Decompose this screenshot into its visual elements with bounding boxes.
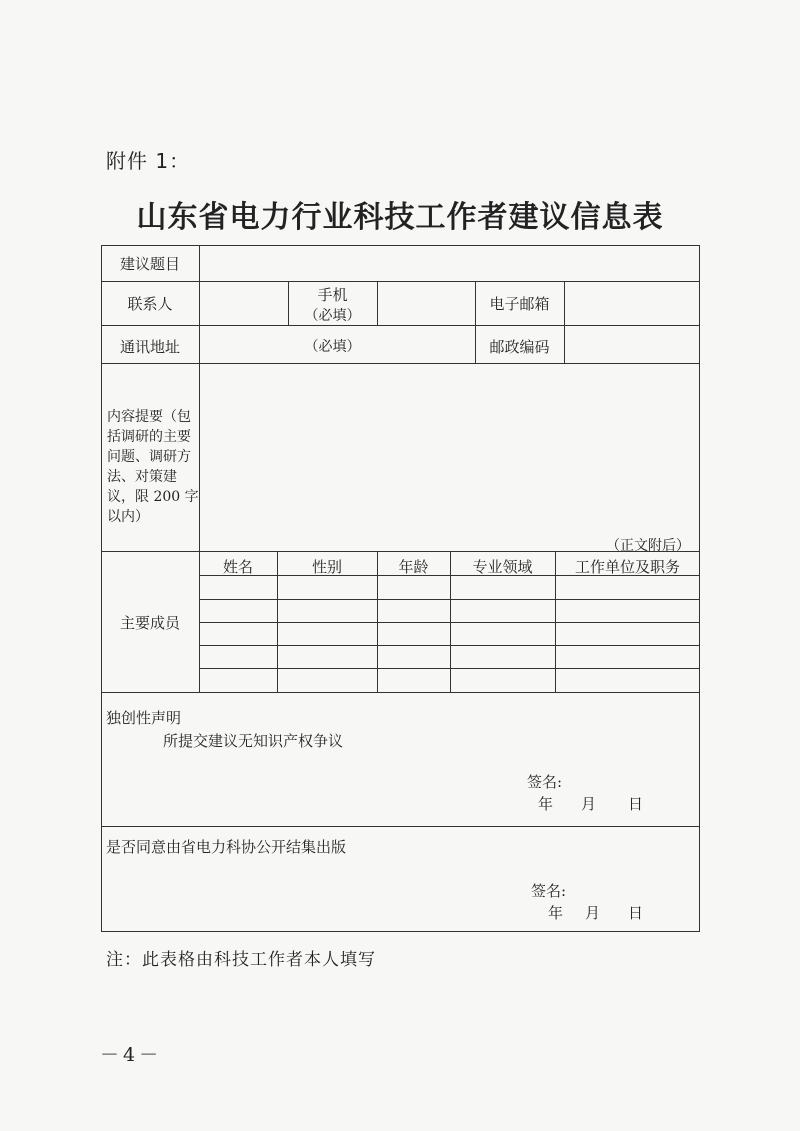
- publish-date-year: 年: [548, 904, 564, 922]
- address-input[interactable]: [200, 326, 474, 362]
- mobile-label: 手机: [317, 286, 348, 304]
- postcode-input[interactable]: [565, 326, 699, 362]
- mobile-required-note: （必填）: [304, 308, 361, 324]
- members-label: 主要成员: [119, 614, 180, 632]
- postcode-label: 邮政编码: [489, 338, 550, 356]
- originality-label: 独创性声明: [106, 709, 182, 727]
- mobile-input[interactable]: [378, 282, 474, 324]
- address-label: 通讯地址: [119, 338, 180, 356]
- publish-sign-label: 签名:: [531, 882, 567, 900]
- page-number: －4－: [100, 1044, 163, 1066]
- email-input[interactable]: [565, 282, 699, 324]
- contact-label: 联系人: [127, 295, 173, 313]
- form-note: 注：此表格由科技工作者本人填写: [106, 950, 376, 970]
- originality-date-month: 月: [581, 795, 597, 813]
- originality-date-year: 年: [538, 795, 554, 813]
- member-header-name: 姓名: [222, 558, 253, 576]
- originality-date-day: 日: [628, 795, 644, 813]
- row-divider: [101, 692, 700, 693]
- summary-attachment-note: （正文附后）: [606, 538, 690, 554]
- topic-input[interactable]: [200, 246, 699, 280]
- summary-label: 内容提要（包括调研的主要问题、调研方法、对策建议，限 200 字以内）: [107, 409, 199, 525]
- topic-label: 建议题目: [119, 255, 180, 273]
- member-header-age: 年龄: [398, 558, 429, 576]
- member-header-field: 专业领域: [472, 558, 533, 576]
- member-header-employer: 工作单位及职务: [574, 558, 680, 576]
- row-divider: [101, 826, 700, 827]
- attachment-label: 附件 1：: [106, 149, 191, 173]
- contact-input[interactable]: [200, 282, 287, 324]
- originality-statement: 所提交建议无知识产权争议: [163, 732, 344, 750]
- email-label: 电子邮箱: [489, 295, 550, 313]
- member-header-gender: 性别: [311, 558, 342, 576]
- summary-input[interactable]: [200, 364, 699, 534]
- publish-date-day: 日: [628, 904, 644, 922]
- originality-sign-label: 签名:: [527, 773, 563, 791]
- publish-date-month: 月: [585, 904, 601, 922]
- document-title: 山东省电力行业科技工作者建议信息表: [136, 200, 664, 235]
- address-required-note: （必填）: [304, 339, 361, 355]
- publish-consent-label: 是否同意由省电力科协公开结集出版: [106, 838, 347, 856]
